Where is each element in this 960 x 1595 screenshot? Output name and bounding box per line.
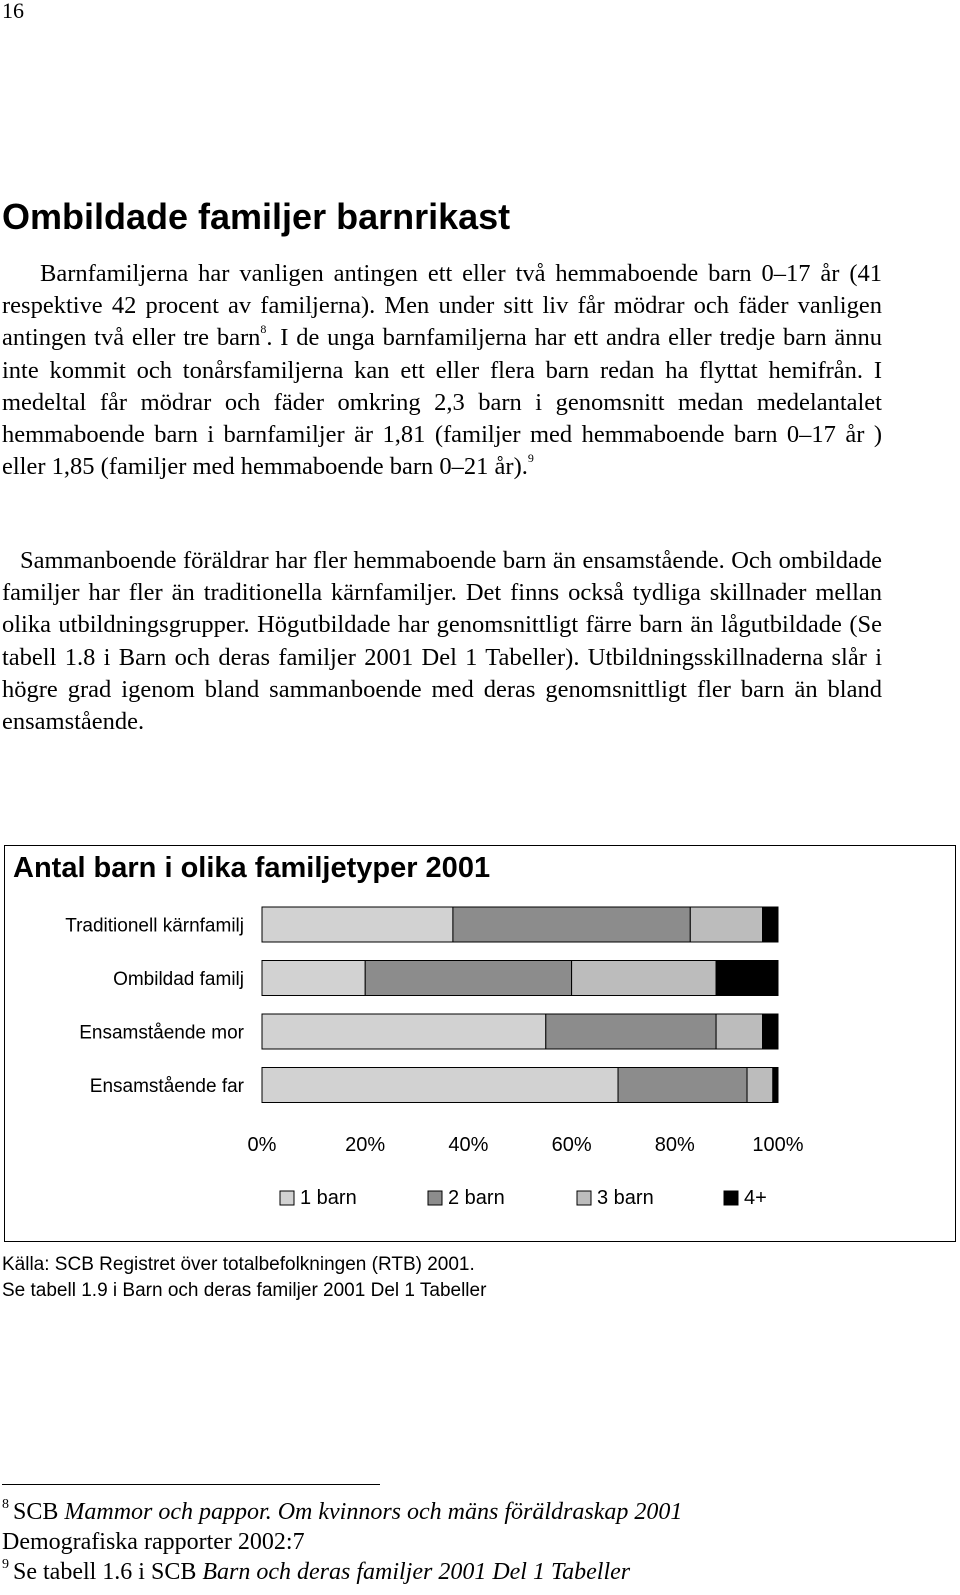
footnote-8-title: Mammor och pappor. Om kvinnors och mäns föräldraskap 2001 (64, 1499, 683, 1525)
bar-segment-traditionell-kärnfamilj-1-barn (262, 907, 453, 942)
bar-segment-ensamstående-far-3-barn (747, 1068, 773, 1103)
x-tick-label: 0% (247, 1134, 277, 1156)
bar-segment-ombildad-familj-3-barn (572, 961, 716, 996)
footnote-9-title: Barn och deras familjer 2001 Del 1 Tabeller (202, 1559, 631, 1585)
body-paragraph-2: Sammanboende föräldrar har fler hemmaboende barn än ensamstående. Och ombildade familjer har fler än traditionella kärnfamiljer. Det finns också tydliga skillnader mellan olika utbildningsgrupper. Högutbildade har genomsnittligt färre barn än lågutbildade (Se tabell 1.8 i Barn och deras familjer 2001 Del 1 Tabeller). Utbildningsskillnaderna slår i högre grad igenom bland sammanboende med deras genomsnittligt fler barn än bland ensamstående. (2, 547, 882, 736)
footnote-8-prefix: SCB (13, 1499, 65, 1525)
footnote-8-series: Demografiska rapporter 2002:7 (2, 1529, 305, 1555)
footnote-9 (2, 1557, 682, 1587)
bar-segment-ensamstående-mor-3-barn (716, 1014, 762, 1049)
legend-swatch-2-barn (428, 1191, 442, 1205)
page-number: 16 (2, 0, 24, 23)
x-tick-label: 20% (345, 1134, 386, 1156)
legend-label-3-barn: 3 barn (597, 1187, 654, 1209)
bar-segment-ensamstående-mor-2-barn (546, 1014, 716, 1049)
bar-segment-ensamstående-mor-4- (763, 1014, 778, 1049)
bar-segment-traditionell-kärnfamilj-2-barn (453, 907, 690, 942)
footnote-separator (2, 1484, 380, 1485)
category-label-traditionell-kärnfamilj: Traditionell kärnfamilj (65, 915, 244, 937)
bar-segment-traditionell-kärnfamilj-3-barn (690, 907, 762, 942)
legend-swatch-4- (724, 1191, 738, 1205)
category-label-ensamstående-far: Ensamstående far (89, 1076, 244, 1097)
source-line-2: Se tabell 1.9 i Barn och deras familjer 2001 Del 1 Tabeller (2, 1280, 487, 1301)
footnote-ref-9: 9 (527, 451, 534, 466)
legend-label-4-: 4+ (744, 1187, 767, 1209)
chart-title: Antal barn i olika familjetyper 2001 (13, 852, 491, 884)
x-tick-label: 40% (448, 1134, 489, 1156)
bar-segment-ensamstående-far-1-barn (262, 1068, 618, 1103)
para-1-text-b: . I de unga barnfamiljerna har ett andra eller tredje barn ännu inte kommit och tonårsfamiljerna kan ett eller flera barn redan ha flyttat hemifrån. I medeltal får mödrar och fäder omkring 2,3 barn i genomsnitt medan medelantalet hemmaboende barn i barnfamiljer är 1,81 (familjer med hemmaboende barn 0–17 år ) eller 1,85 (familjer med hemmaboende barn 0–21 år). (2, 324, 882, 481)
footnote-9-prefix: Se tabell 1.6 i SCB (13, 1559, 203, 1585)
footnote-8-continuation (2, 1527, 682, 1557)
section-title: Ombildade familjer barnrikast (2, 196, 511, 237)
legend-label-1-barn: 1 barn (300, 1187, 357, 1209)
para-1-text-a: Barnfamiljerna har vanligen antingen ett eller två hemmaboende barn 0–17 år (41 respektive 42 procent av familjerna). Men under sitt liv får mödrar och fäder vanligen antingen två eller tre barn (2, 260, 882, 352)
bar-segment-ombildad-familj-2-barn (365, 961, 571, 996)
bar-segment-ensamstående-far-2-barn (618, 1068, 747, 1103)
bar-segment-ombildad-familj-1-barn (262, 961, 365, 996)
legend-label-2-barn: 2 barn (448, 1187, 505, 1209)
chart-container (4, 845, 956, 1242)
body-paragraph-1 (2, 258, 882, 483)
x-tick-label: 80% (654, 1134, 695, 1156)
bar-segment-ensamstående-far-4- (773, 1068, 778, 1103)
legend-swatch-3-barn (577, 1191, 591, 1205)
footnotes (2, 1497, 682, 1587)
bar-segment-ombildad-familj-4- (716, 961, 778, 996)
footnote-8 (2, 1497, 682, 1527)
bar-segment-ensamstående-mor-1-barn (262, 1014, 546, 1049)
source-line-1: Källa: SCB Registret över totalbefolkningen (RTB) 2001. (2, 1254, 475, 1275)
category-label-ensamstående-mor: Ensamstående mor (79, 1022, 244, 1044)
footnote-ref-8: 8 (260, 322, 267, 337)
footnote-8-mark: 8 (2, 1497, 9, 1512)
bar-segment-traditionell-kärnfamilj-4- (763, 907, 778, 942)
category-label-ombildad-familj: Ombildad familj (113, 969, 244, 990)
stacked-bar-chart (5, 846, 957, 1243)
source-note (2, 1252, 486, 1304)
x-tick-label: 60% (551, 1134, 592, 1156)
footnote-9-mark: 9 (2, 1557, 9, 1572)
legend-swatch-1-barn (280, 1191, 294, 1205)
x-tick-label: 100% (752, 1134, 804, 1156)
